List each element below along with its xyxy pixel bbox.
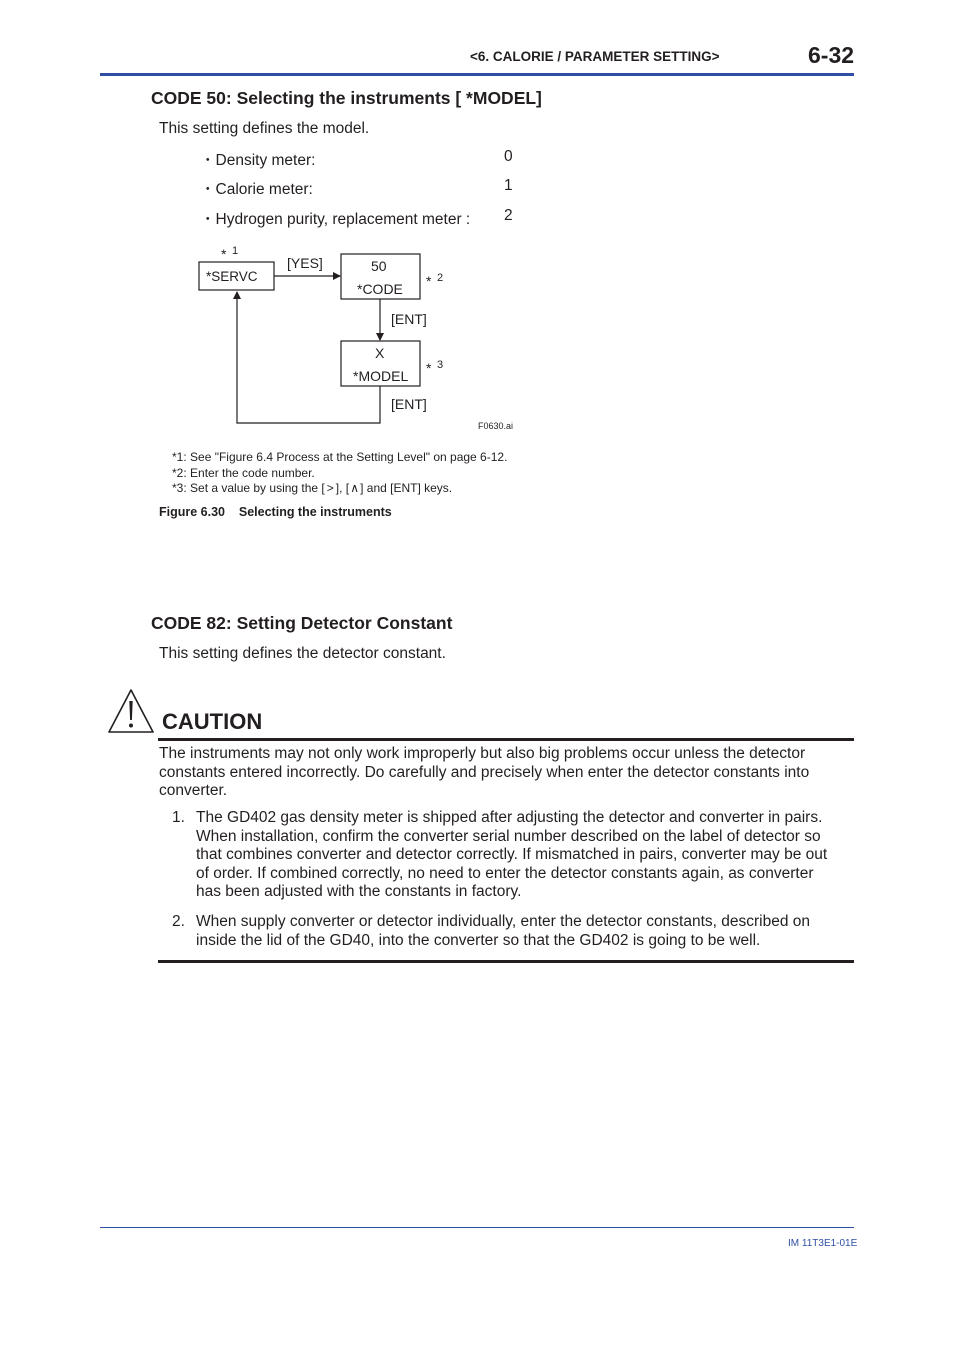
asterisk-mark: * <box>221 246 227 262</box>
header-section-title: <6. CALORIE / PARAMETER SETTING> <box>470 49 720 64</box>
document-id: IM 11T3E1-01E <box>788 1238 858 1249</box>
ent2-label: [ENT] <box>391 396 427 412</box>
caution-top-rule <box>158 738 854 741</box>
text-line: has been adjusted with the constants in factory. <box>196 883 522 901</box>
warning-triangle-icon <box>107 688 155 734</box>
list-item: ・Hydrogen purity, replacement meter : <box>200 211 471 228</box>
caution-item-2-number: 2. <box>172 913 185 930</box>
caution-item-1 <box>196 809 858 902</box>
asterisk-mark: * <box>426 273 432 289</box>
model-label: *MODEL <box>353 368 409 384</box>
caution-lead <box>159 745 859 801</box>
up-arrow-key-icon: ∧ <box>350 481 359 495</box>
note-2: *2: Enter the code number. <box>172 466 315 480</box>
list-item-value: 2 <box>504 207 513 224</box>
text-line: inside the lid of the GD40, into the converter so that the GD402 is going to be well. <box>196 931 761 949</box>
footer-rule <box>100 1227 854 1228</box>
servc-label: *SERVC <box>206 269 258 284</box>
code-value: 50 <box>371 258 387 274</box>
list-item-label: Calorie meter: <box>215 181 313 198</box>
list-item-value: 0 <box>504 148 513 165</box>
text-line: When installation, confirm the converter serial number described on the label of detector so <box>196 827 821 845</box>
right-arrow-key-icon: > <box>326 481 334 495</box>
page-number: 6-32 <box>808 42 855 68</box>
list-item: ・Calorie meter: <box>200 181 313 198</box>
text-line: The instruments may not only work improperly but also big problems occur unless the detector <box>159 745 806 762</box>
list-item-label: Hydrogen purity, replacement meter : <box>215 211 471 228</box>
text-line: When supply converter or detector individually, enter the detector constants, described on <box>196 913 811 930</box>
text-line: converter. <box>159 782 228 800</box>
caution-item-2 <box>196 913 858 950</box>
ent1-label: [ENT] <box>391 311 427 327</box>
asterisk-mark: * <box>426 360 432 376</box>
text-line: The GD402 gas density meter is shipped after adjusting the detector and converter in pairs. <box>196 809 823 826</box>
code82-intro: This setting defines the detector constant. <box>159 645 446 662</box>
note-1: *1: See "Figure 6.4 Process at the Setting Level" on page 6-12. <box>172 450 508 464</box>
caution-bottom-rule <box>158 960 854 963</box>
yes-label: [YES] <box>287 255 323 271</box>
model-value: X <box>375 345 385 361</box>
caution-item-1-number: 1. <box>172 809 185 826</box>
list-item-value: 1 <box>504 177 513 194</box>
star2-label: 2 <box>437 272 444 284</box>
caution-title: CAUTION <box>162 709 263 734</box>
file-label: F0630.ai <box>478 421 514 431</box>
code82-heading: CODE 82: Setting Detector Constant <box>151 613 453 633</box>
list-item: ・Density meter: <box>200 152 316 169</box>
ent-arrow-2 <box>237 292 380 423</box>
code-label: *CODE <box>357 281 403 297</box>
note-3-part-a: *3: Set a value by using the [ <box>172 481 325 495</box>
figure-caption: Figure 6.30 Selecting the instruments <box>159 505 392 519</box>
text-line: of order. If combined correctly, no need to enter the detector constants again, as converter <box>196 864 814 882</box>
code50-heading: CODE 50: Selecting the instruments [ *MODEL] <box>151 88 542 108</box>
note-3-part-b: ], [ <box>335 481 350 495</box>
text-line: that combines converter and detector correctly. If mismatched in pairs, converter may be out <box>196 846 828 864</box>
text-line: constants entered incorrectly. Do carefully and precisely when enter the detector constants into <box>159 763 810 781</box>
star3-label: 3 <box>437 359 444 371</box>
note-3-part-c: ] and [ENT] keys. <box>360 481 453 495</box>
note-3 <box>172 481 452 495</box>
list-item-label: Density meter: <box>215 152 316 169</box>
star1-label: 1 <box>232 245 239 257</box>
code50-intro: This setting defines the model. <box>159 120 370 137</box>
